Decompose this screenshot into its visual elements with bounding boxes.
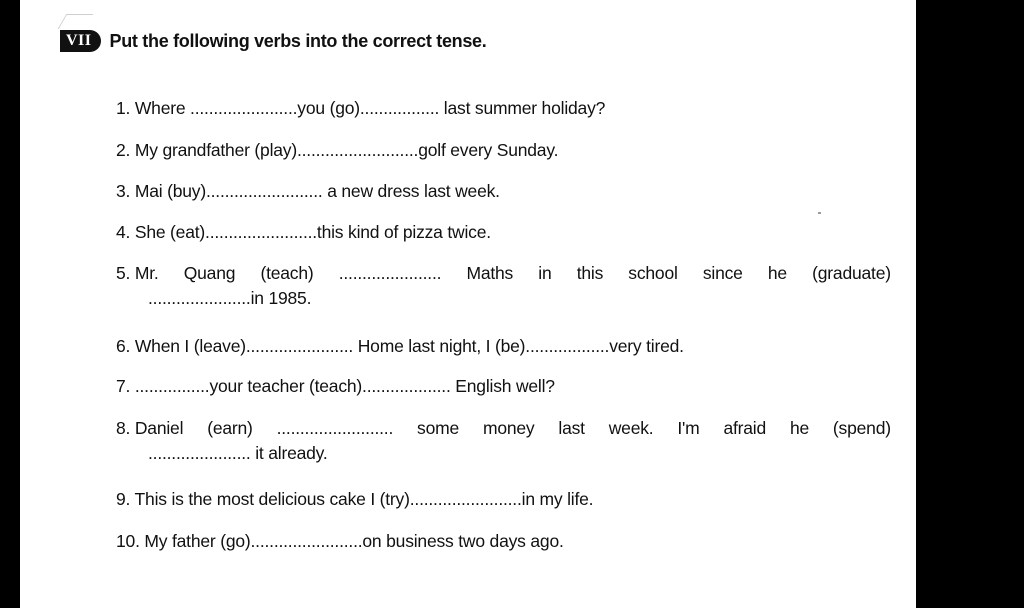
exercise-header xyxy=(60,30,486,52)
background-edge xyxy=(916,0,1024,608)
exercise-item-5-line1 xyxy=(116,263,891,284)
word: he xyxy=(789,418,810,438)
exercise-item-7: 7. ................your teacher (teach)................... English well? xyxy=(116,376,555,396)
word: (graduate) xyxy=(812,263,891,283)
word: this xyxy=(576,263,604,283)
exercise-item-5-line2: ......................in 1985. xyxy=(148,288,312,308)
word: since xyxy=(702,263,743,283)
word: 5. Mr. xyxy=(116,263,159,283)
instruction-text: Put the following verbs into the correct tense. xyxy=(109,30,487,51)
corner-mark xyxy=(58,14,94,29)
word: week. xyxy=(608,418,654,438)
exercise-item-8 xyxy=(116,418,891,464)
word: in xyxy=(538,263,552,283)
blank: ...................... xyxy=(338,263,442,283)
scan-speck xyxy=(818,212,821,214)
word: I'm xyxy=(677,418,700,438)
exercise-item-10: 10. My father (go)........................on business two days ago. xyxy=(116,531,564,551)
word: afraid xyxy=(723,418,767,438)
exercise-item-2: 2. My grandfather (play)..........................golf every Sunday. xyxy=(116,140,559,160)
exercise-item-4: 4. She (eat)........................this kind of pizza twice. xyxy=(116,222,491,242)
word: he xyxy=(767,263,787,283)
exercise-item-8-line1 xyxy=(116,418,891,439)
word: last xyxy=(558,418,585,438)
word: (spend) xyxy=(832,418,891,438)
exercise-item-9: 9. This is the most delicious cake I (try)........................in my life. xyxy=(116,489,594,509)
exercise-item-3: 3. Mai (buy)......................... a new dress last week. xyxy=(116,181,500,201)
word: money xyxy=(482,418,535,438)
word: Maths xyxy=(466,263,514,283)
word: some xyxy=(417,418,460,438)
exercise-item-1: 1. Where .......................you (go)................. last summer holiday? xyxy=(116,98,606,118)
exercise-item-6: 6. When I (leave)....................... Home last night, I (be)..................very tired. xyxy=(116,336,684,356)
blank: ......................... xyxy=(276,418,394,438)
word: school xyxy=(628,263,678,283)
word: 8. Daniel xyxy=(116,418,184,438)
worksheet-page xyxy=(20,0,916,608)
word: (teach) xyxy=(260,263,314,283)
section-badge: VII xyxy=(60,30,101,52)
exercise-item-5 xyxy=(116,263,891,309)
word: (earn) xyxy=(207,418,253,438)
exercise-item-8-line2: ...................... it already. xyxy=(148,443,328,463)
word: Quang xyxy=(183,263,236,283)
